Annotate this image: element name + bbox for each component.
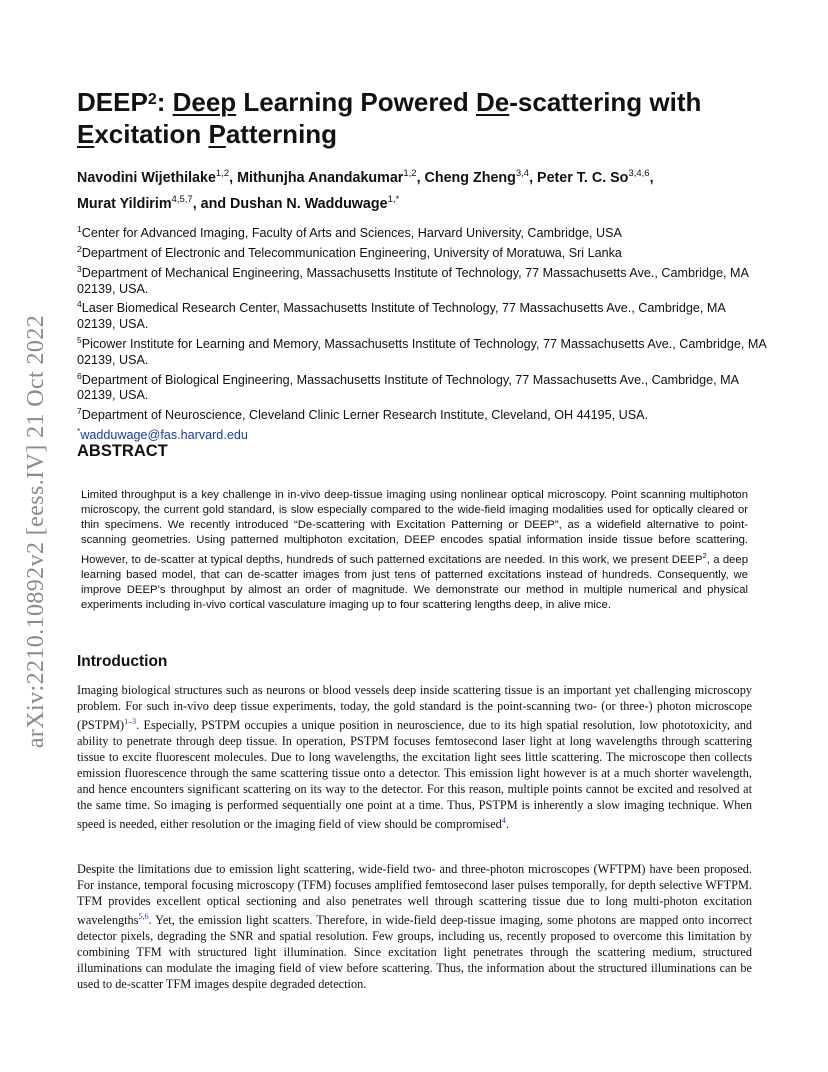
author-name: Murat Yildirim [77, 195, 172, 212]
affiliation-item [77, 262, 767, 298]
author-separator: , [649, 169, 654, 186]
arxiv-sidebar-identifier [14, 286, 60, 776]
title-text: atterning [225, 119, 338, 149]
title-text: : [156, 87, 173, 117]
paragraph-text: . Especially, PSTPM occupies a unique position in neuroscience, due to its high spatial resolution, low phototoxicity, and ability to penetrate through deep tissue. In operation, PSTPM focuses femtosecond laser light at long wavelengths through scattering tissue to excite fluorescent molecules. Due to long wavelengths, the excitation light sees little scattering. The microscope then collects emission fluorescence through the same scattering tissue onto a detector. This emission light however is at a much shorter wavelength, and hence encounters significant scattering on its way to the detector. For this reason, multiple points cannot be excited and resolved at the same time. So imaging is performed sequentially one point at a time. Thus, PSTPM is inherently a slow imaging technique. When speed is needed, either resolution or the imaging field of view should be compromised [77, 718, 752, 832]
title-text: xcitation [94, 119, 209, 149]
paragraph-text: Imaging biological structures such as neurons or blood vessels deep inside scattering tissue is an important yet challenging microscopy problem. For such in-vivo deep tissue experiments, today, the gold standard is the point-scanning two- (or three-) photon microscope (PSTPM) [77, 683, 752, 733]
citation-link[interactable]: 1–3 [124, 717, 137, 727]
affiliation-item [77, 369, 767, 405]
affiliation-item [77, 333, 767, 369]
title-underlined: De [476, 87, 510, 117]
introduction-paragraph [77, 861, 752, 992]
abstract-text: Limited throughput is a key challenge in in-vivo deep-tissue imaging using nonlinear optical microscopy. Point scanning multiphoton microscopy, the current gold standard, is slow especially compared to the wide-field imaging modalities used for optically cleared or thin specimens. We recently introduced “De-scattering with Excitation Patterning or DEEP”, as a widefield alternative to point-scanning geometries. Using patterned multiphoton excitation, DEEP encodes spatial information inside tissue before scattering. However, to de-scatter at typical depths, hundreds of such patterned excitations are needed. In this work, we present DEEP [81, 489, 748, 567]
author-affiliation-marks: 1,2 [403, 168, 417, 179]
title-underlined: P [208, 119, 226, 149]
title-text: Learning Powered [236, 87, 477, 117]
author-name: Peter T. C. So [537, 169, 629, 186]
introduction-heading: Introduction [77, 653, 168, 670]
affiliations-list [77, 222, 767, 444]
author-affiliation-marks: 1,2 [215, 168, 230, 179]
affiliation-text: Department of Electronic and Telecommunication Engineering, University of Moratuwa, Sri Lanka [81, 246, 622, 261]
author-name: and Dushan N. Wadduwage [200, 195, 388, 212]
affiliation-item [77, 222, 767, 242]
email-link[interactable]: wadduwage@fas.harvard.edu [80, 428, 248, 443]
title-text: -scattering with [509, 87, 702, 117]
affiliation-text: Department of Neuroscience, Cleveland Clinic Lerner Research Institute, Cleveland, OH 44195, USA. [81, 408, 649, 423]
affiliation-text: Laser Biomedical Research Center, Massachusetts Institute of Technology, 77 Massachusetts Ave., Cambridge, MA 02139, USA. [77, 301, 726, 332]
abstract-heading: ABSTRACT [77, 442, 168, 460]
affiliation-item [77, 297, 767, 333]
author-separator: , [192, 195, 201, 212]
affiliation-text: Center for Advanced Imaging, Faculty of Arts and Sciences, Harvard University, Cambridge, USA [81, 226, 622, 241]
affiliation-text: Department of Mechanical Engineering, Massachusetts Institute of Technology, 77 Massachusetts Ave., Cambridge, MA 02139, USA. [77, 265, 749, 296]
author-name: Mithunjha Anandakumar [237, 169, 404, 186]
affiliation-item [77, 242, 767, 262]
introduction-paragraph [77, 682, 752, 833]
author-affiliation-marks: 4,5,7 [171, 193, 193, 205]
affiliation-number: 3 [77, 263, 82, 274]
email-marker: * [77, 426, 81, 437]
affiliation-number: 5 [77, 334, 82, 345]
author-name: Navodini Wijethilake [77, 169, 216, 186]
paragraph-text: . [505, 817, 509, 832]
author-separator: , [416, 169, 425, 186]
author-list [77, 163, 767, 215]
paragraph-text: . Yet, the emission light scatters. Therefore, in wide-field deep-tissue imaging, some photons are mapped onto incorrect detector pixels, degrading the SNR and spatial resolution. Few groups, including us, recently proposed to overcome this limitation by combining TFM with structured light illumination. Since excitation light penetrates through the scattering medium, structured illuminations can modulate the imaging field of view before scattering. Thus, the information about the structured illuminations can be used to de-scatter TFM images despite degraded detection. [77, 913, 752, 992]
author-affiliation-marks: 3,4,6 [628, 168, 650, 179]
title-underlined: Deep [172, 87, 237, 117]
abstract-body [81, 488, 748, 614]
affiliation-text: Department of Biological Engineering, Massachusetts Institute of Technology, 77 Massachusetts Ave., Cambridge, MA 02139, USA. [77, 372, 739, 403]
title-superscript: 2 [147, 91, 157, 108]
paper-title [77, 86, 777, 150]
title-underlined: E [77, 119, 95, 149]
affiliation-number: 6 [77, 370, 82, 381]
author-separator: , [529, 169, 538, 186]
corresponding-email [77, 424, 767, 444]
affiliation-text: Picower Institute for Learning and Memory, Massachusetts Institute of Technology, 77 Massachusetts Ave., Cambridge, MA 02139, USA. [77, 337, 767, 367]
affiliation-number: 2 [77, 243, 82, 254]
affiliation-number: 7 [77, 406, 82, 417]
affiliation-number: 1 [77, 224, 82, 234]
title-text: DEEP [77, 87, 148, 117]
author-separator: , [229, 169, 238, 186]
abstract-text: , a deep learning based model, that can de-scatter images from just tens of patterned excitations instead of hundreds. Consequently, we improve DEEP’s throughput by almost an order of magnitude. We demonstrate our method in multiple numerical and physical experiments including in-vivo cortical vasculature imaging up to four scattering lengths deep, in alive mice. [81, 554, 748, 612]
paragraph-text: Despite the limitations due to emission light scattering, wide-field two- and three-photon microscopes (WFTPM) have been proposed. For instance, temporal focusing microscopy (TFM) focuses amplified femtosecond laser pulses temporally, for depth selective WFTPM. TFM provides excellent optical sectioning and also penetrates well through scattering tissue due to long multi-photon excitation wavelengths [77, 862, 752, 928]
author-name: Cheng Zheng [424, 169, 516, 186]
citation-link[interactable]: 4 [501, 816, 506, 826]
arxiv-identifier-text: arXiv:2210.10892v2 [eess.IV] 21 Oct 2022 [23, 314, 50, 748]
citation-link[interactable]: 5,6 [138, 912, 149, 922]
affiliation-item [77, 404, 767, 424]
affiliation-number: 4 [77, 299, 82, 310]
author-affiliation-marks: 3,4 [515, 168, 530, 179]
author-affiliation-marks: 1,* [387, 193, 400, 205]
abstract-superscript: 2 [702, 551, 707, 561]
